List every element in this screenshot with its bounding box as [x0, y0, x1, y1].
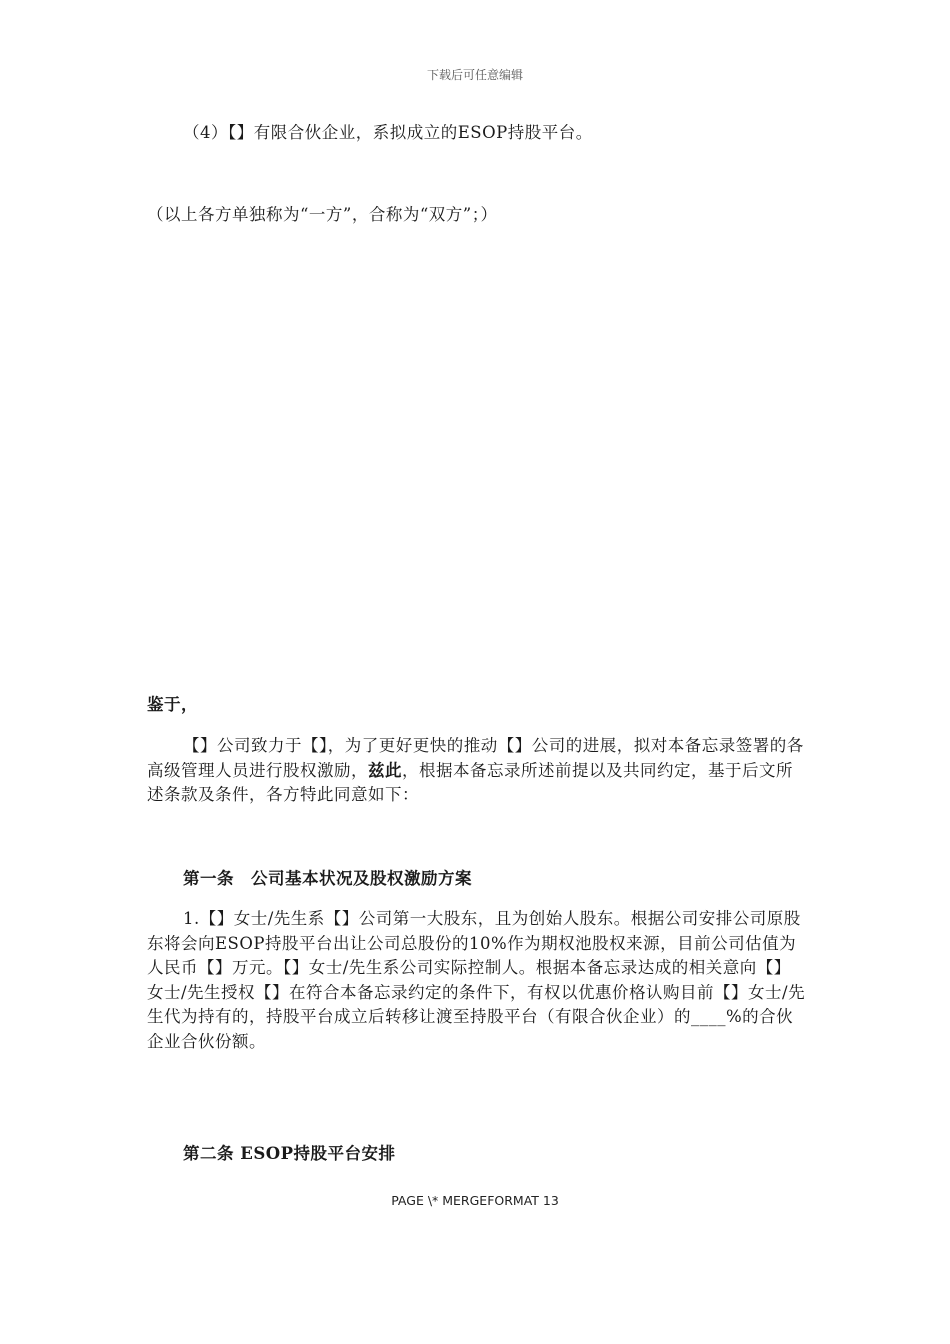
recital-paragraph — [147, 734, 807, 808]
page-footer-field: PAGE \* MERGEFORMAT 13 — [391, 1193, 559, 1208]
article-2-heading: 第二条 ESOP持股平台安排 — [183, 1144, 396, 1163]
article-1-clause-1: 1.【】女士/先生系【】公司第一大股东，且为创始人股东。根据公司安排公司原股东将会向ESOP持股平台出让公司总股份的10%作为期权池股权来源，目前公司估值为人民币【】万元。【】女士/先生系公司实际控制人。根据本备忘录达成的相关意向【】女士/先生授权【】在符合本备忘录约定的条件下，有权以优惠价格认购目前【】女士/先生代为持有的，持股平台成立后转移让渡至持股平台（有限合伙企业）的____%的合伙企业合伙份额。 — [147, 909, 806, 1051]
header-note: 下载后可任意编辑 — [426, 68, 523, 82]
article-1-heading: 第一条 公司基本状况及股权激励方案 — [183, 869, 472, 888]
party-item-4: （4）【】有限合伙企业，系拟成立的ESOP持股平台。 — [183, 123, 593, 142]
parties-collective-note: （以上各方单独称为“一方”，合称为“双方”；） — [147, 205, 498, 224]
recital-text-part-1: 【】公司致力于【】，为了更好更快的推动【】公司的进展，拟对本备忘录签署的各高级管理人员进行股权激励， — [147, 736, 804, 780]
recital-text-part-2: ，根据本备忘录所述前提以及共同约定，基于后文所述条款及条件，各方特此同意如下： — [147, 760, 793, 804]
whereas-label: 鉴于， — [147, 695, 198, 714]
recital-bold-word: 兹此 — [368, 760, 402, 780]
